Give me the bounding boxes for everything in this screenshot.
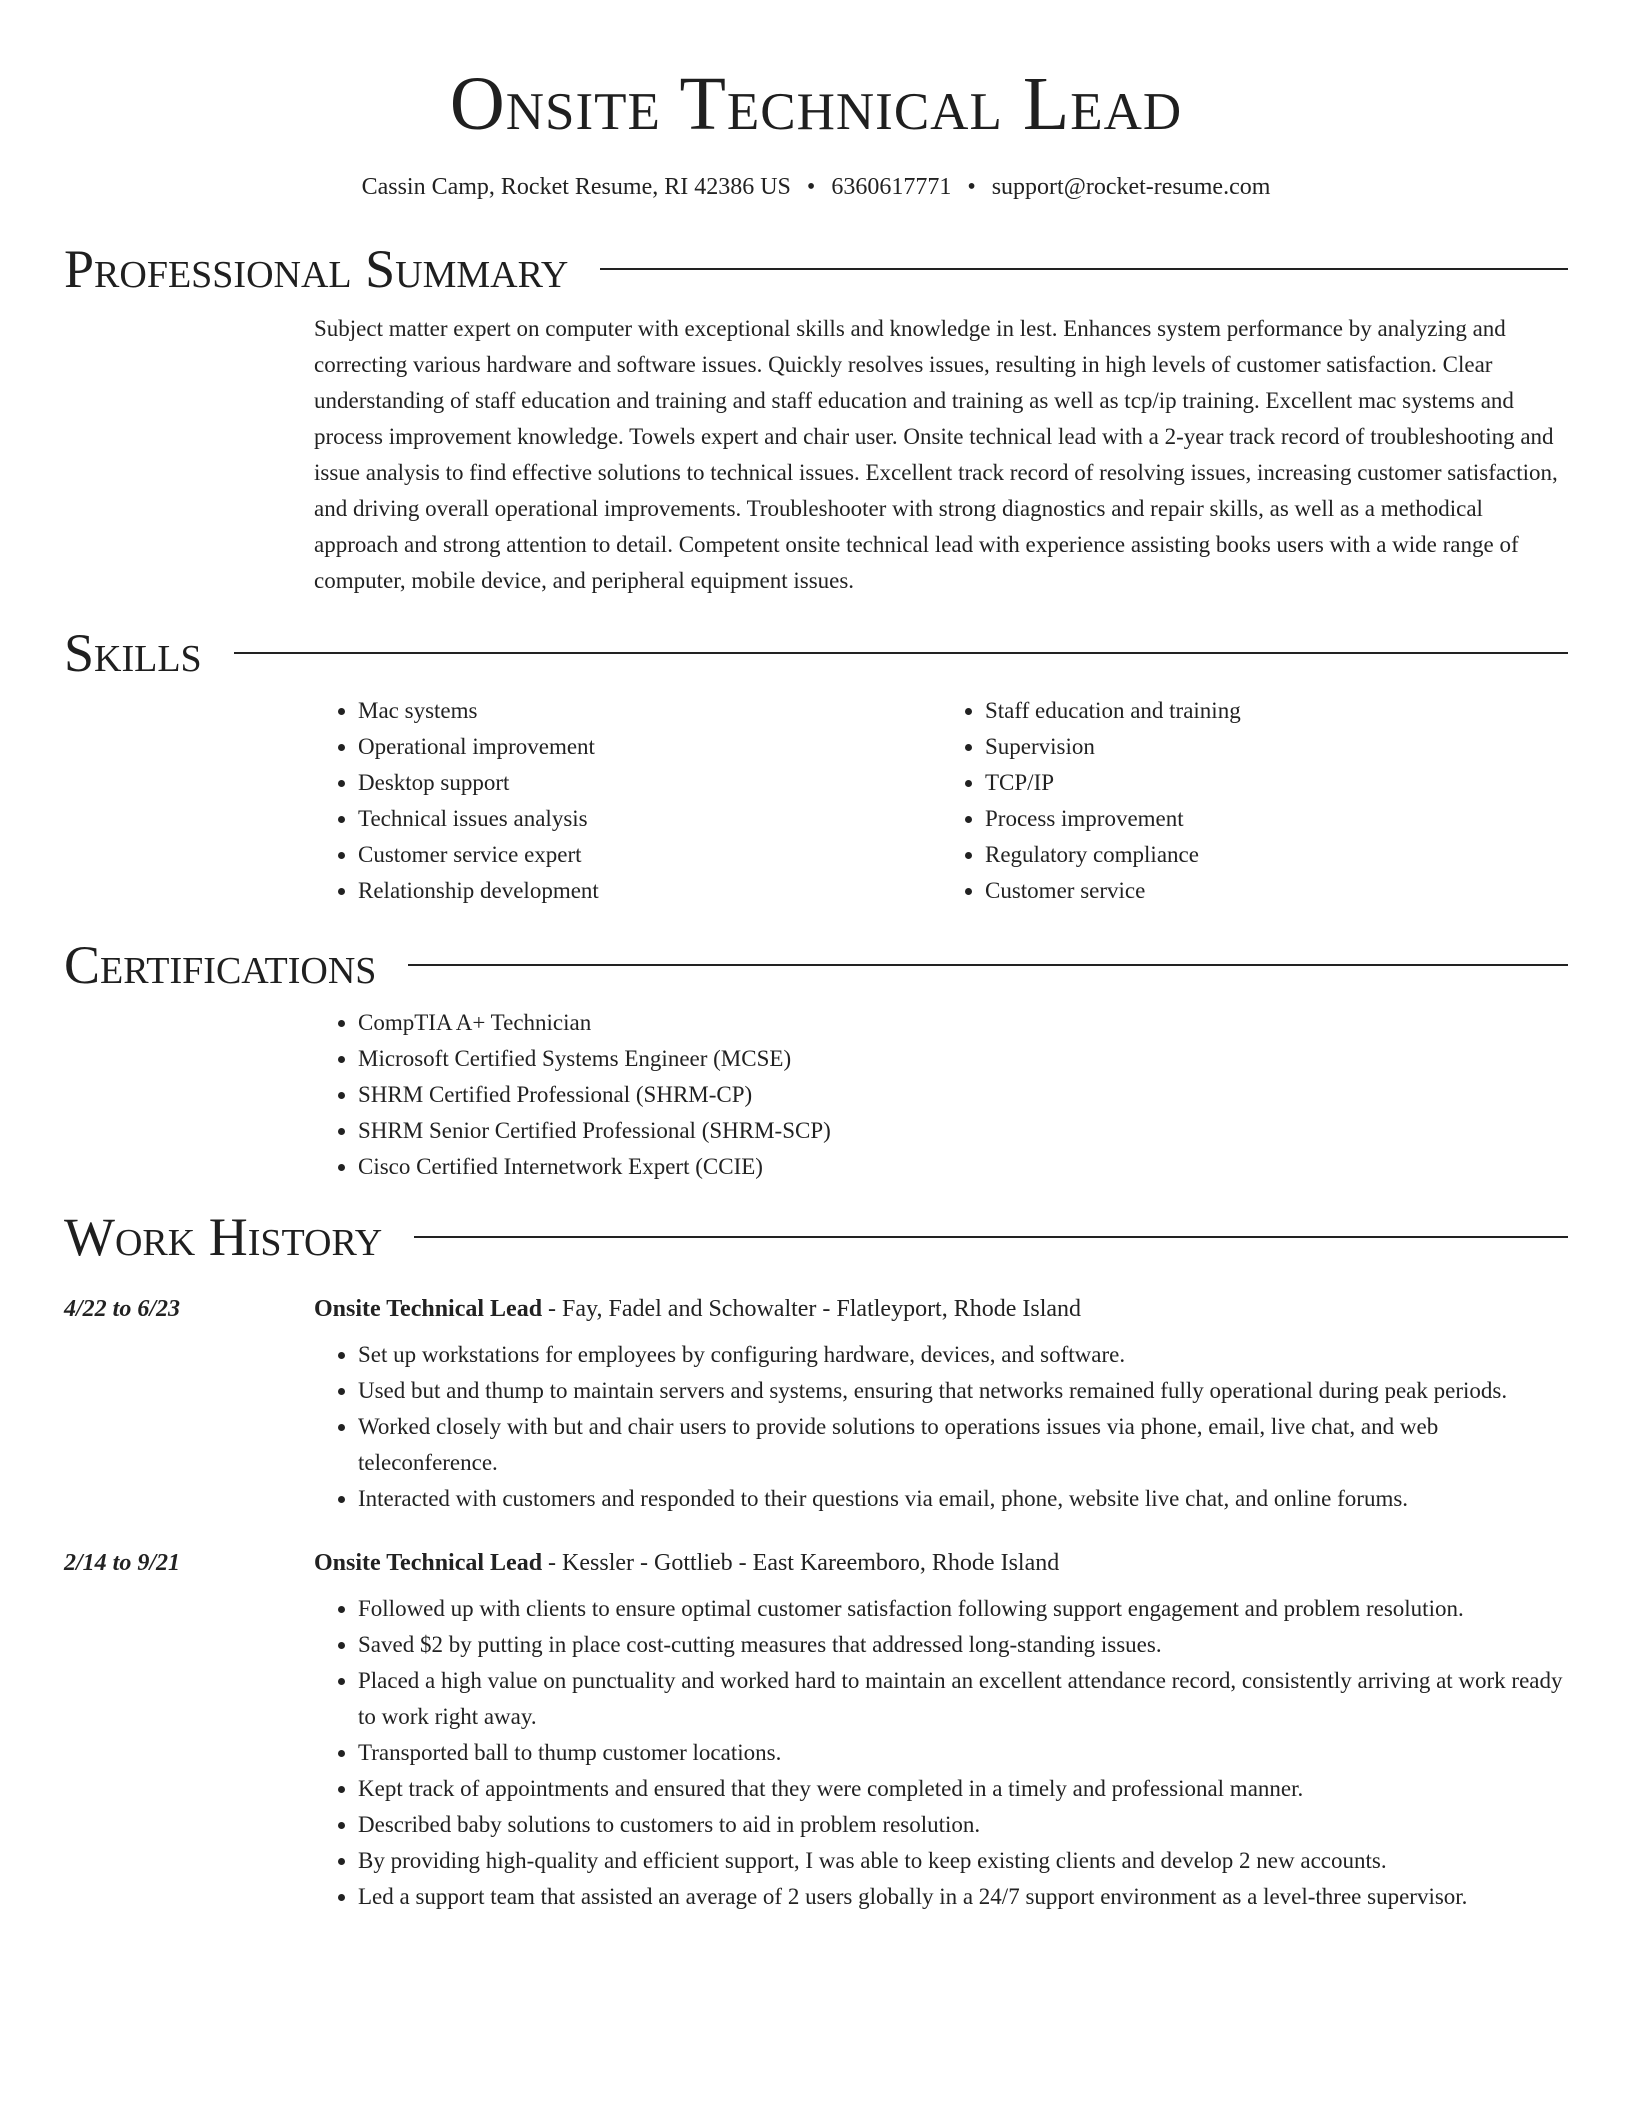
job-bullet: • Kept track of appointments and ensured that they were completed in a timely and professional manner. [358,1771,1568,1807]
contact-separator: • [806,174,816,200]
section-divider [234,652,1568,654]
job-details: - Kessler - Gottlieb - East Kareemboro, Rhode Island [542,1550,1060,1576]
skill-item: • Customer service expert [358,837,941,873]
job-bullets [314,1591,1568,1915]
job-title: Onsite Technical Lead [314,1296,543,1322]
skill-item: • Mac systems [358,693,941,729]
job-dates: 4/22 to 6/23 [64,1296,181,1322]
certifications-section-header [64,933,1568,997]
contact-address: Cassin Camp, Rocket Resume, RI 42386 US [361,174,791,200]
job-bullet: • By providing high-quality and efficient support, I was able to keep existing clients and develop 2 new accounts. [358,1843,1568,1879]
job-header [64,1291,1568,1327]
job-bullet: • Worked closely with but and chair users to provide solutions to operations issues via phone, email, live chat, and web teleconference. [358,1409,1568,1481]
skill-item: • Supervision [985,729,1568,765]
certifications-heading: Certifications [64,935,377,995]
skill-item: • Process improvement [985,801,1568,837]
certification-item: • SHRM Certified Professional (SHRM-CP) [358,1077,1568,1113]
contact-line [64,172,1568,202]
skill-item: • Relationship development [358,873,941,909]
certification-item: • Microsoft Certified Systems Engineer (MCSE) [358,1041,1568,1077]
job-bullet: • Placed a high value on punctuality and worked hard to maintain an excellent attendance record, consistently arriving at work ready to work right away. [358,1663,1568,1735]
job-bullet: • Interacted with customers and responded to their questions via email, phone, website live chat, and online forums. [358,1481,1568,1517]
skill-item: • Technical issues analysis [358,801,941,837]
work-history-section-header [64,1205,1568,1269]
job-bullet: • Led a support team that assisted an average of 2 users globally in a 24/7 support environment as a level-three supervisor. [358,1879,1568,1915]
job-bullet: • Transported ball to thump customer locations. [358,1735,1568,1771]
job-bullet: • Set up workstations for employees by configuring hardware, devices, and software. [358,1337,1568,1373]
skills-list [314,693,1568,909]
summary-text: Subject matter expert on computer with exceptional skills and knowledge in lest. Enhances system performance by analyzing and correcting various hardware and software issues. Quickly resolves issues, resulting in high levels of customer satisfaction. Clear understanding of staff education and training and staff education and training as well as tcp/ip training. Excellent mac systems and process improvement knowledge. Towels expert and chair user. Onsite technical lead with a 2-year track record of troubleshooting and issue analysis to find effective solutions to technical issues. Excellent track record of resolving issues, increasing customer satisfaction, and driving overall operational improvements. Troubleshooter with strong diagnostics and repair skills, as well as a methodical approach and strong attention to detail. Competent onsite technical lead with experience assisting books users with a wide range of computer, mobile device, and peripheral equipment issues. [314,316,1558,593]
skill-item: • Staff education and training [985,693,1568,729]
skills-heading: Skills [64,623,202,683]
job-bullet: • Saved $2 by putting in place cost-cutting measures that addressed long-standing issues. [358,1627,1568,1663]
job-entry [64,1545,1568,1915]
job-heading [314,1545,1059,1581]
job-title: Onsite Technical Lead [314,1550,543,1576]
skill-item: • Desktop support [358,765,941,801]
skill-item: • Customer service [985,873,1568,909]
skills-column-right [941,693,1568,909]
contact-phone[interactable]: 6360617771 [831,174,952,200]
contact-separator: • [967,174,976,200]
skills-column-left [314,693,941,909]
job-bullets [314,1337,1568,1517]
certification-item: • SHRM Senior Certified Professional (SHRM-SCP) [358,1113,1568,1149]
resume-page [64,0,1568,1915]
resume-title: Onsite Technical Lead [449,62,1183,146]
contact-email[interactable]: support@rocket-resume.com [991,174,1271,200]
summary-heading: Professional Summary [64,239,569,299]
skill-item: • Operational improvement [358,729,941,765]
summary-section-header [64,237,1568,301]
section-divider [600,268,1568,270]
work-history-heading: Work History [64,1207,383,1267]
job-heading [314,1291,1081,1327]
skill-item: • TCP/IP [985,765,1568,801]
certifications-list [314,1005,1568,1185]
certification-item: • CompTIA A+ Technician [358,1005,1568,1041]
skills-section-header [64,621,1568,685]
section-divider [414,1236,1568,1238]
skill-item: • Regulatory compliance [985,837,1568,873]
certification-item: • Cisco Certified Internetwork Expert (CCIE) [358,1149,1568,1185]
job-bullet: • Followed up with clients to ensure optimal customer satisfaction following support engagement and problem resolution. [358,1591,1568,1627]
job-details: - Fay, Fadel and Schowalter - Flatleyport, Rhode Island [542,1296,1082,1322]
job-entry [64,1291,1568,1517]
job-bullet: • Described baby solutions to customers to aid in problem resolution. [358,1807,1568,1843]
job-bullet: • Used but and thump to maintain servers and systems, ensuring that networks remained fully operational during peak periods. [358,1373,1568,1409]
section-divider [408,964,1568,966]
job-header [64,1545,1568,1581]
job-dates: 2/14 to 9/21 [64,1550,181,1576]
